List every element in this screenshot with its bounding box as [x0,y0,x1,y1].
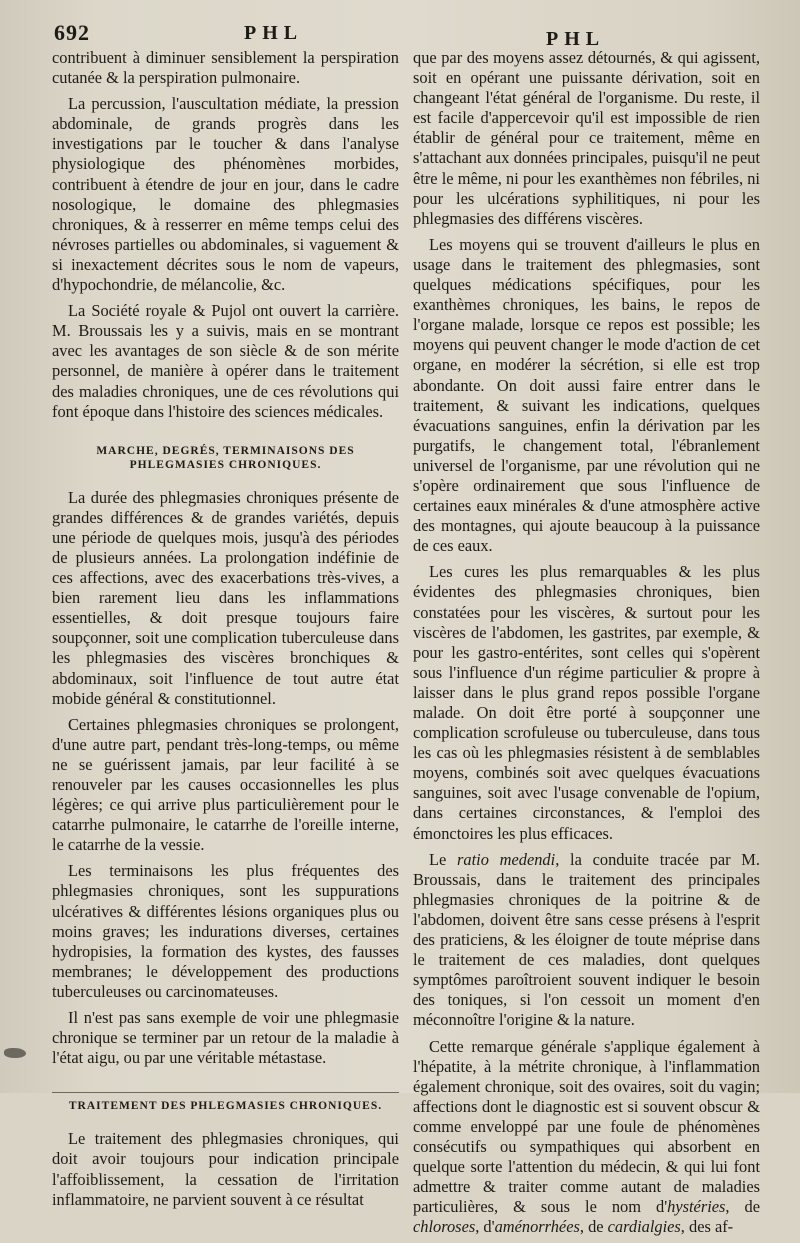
running-header [52,14,760,48]
paragraph: contribuent à diminuer sensiblement la perspiration cutanée & la perspiration pulmonaire. [52,48,399,88]
paragraph: Certaines phlegmasies chroniques se prolongent, d'une autre part, pendant très-long-temps, ou même ne se guérissent jamais, par leur facilité à se renouveler par les causes occasionnelles les plus légères; ce qui arrive plus particulièrement pour le catarrhe pulmonaire, le catarrhe de l'oreille interne, le catarrhe de la vessie. [52,714,399,855]
text-run: , d' [475,1217,495,1237]
paragraph [413,1037,760,1238]
running-title-right: PHL [546,28,606,50]
text-run: , de [725,1197,760,1217]
text-run: , des af- [680,1217,734,1237]
running-title-left: PHL [244,22,304,44]
paragraph: La durée des phlegmasies chroniques présente de grandes différences & de grandes variétés, depuis une période de quelques mois, jusqu'à des périodes de plusieurs années. La prolongation indéfinie de ces affections, avec des exacerbations très-vives, a bien rarement lieu dans les inflammations essentielles, & doit presque toujours faire soupçonner, soit une complication tuberculeuse dans les phlegmasies des viscères bronchiques & abdominaux, soit l'influence de tout autre état mobide général & constitutionnel. [52,487,399,708]
paragraph: que par des moyens assez détournés, & qui agissent, soit en opérant une puissante dérivation, soit en changeant l'état général de l'organisme. Du reste, il est facile d'appercevoir qu'il est impossible de rien établir de général pour ce traitement, même en s'attachant aux données principales, puisqu'il ne peut être le même, ni pour les exanthèmes non fébriles, ni pour les ulcérations syphilitiques, ni pour les phlegmasies des différens viscères. [413,48,760,228]
section-heading: MARCHE, DEGRÉS, TERMINAISONS DES PHLEGMASIES CHRONIQUES. [96,444,355,471]
ink-smudge [4,1048,26,1058]
italic-term: hystéries [667,1197,726,1217]
text-run: Le [429,849,458,869]
page-number: 692 [54,20,90,45]
italic-term: aménorrhées [494,1217,580,1237]
paragraph: Les cures les plus remarquables & les plus évidentes des phlegmasies chroniques, bien constatées pour les viscères, & surtout pour les viscères de l'abdomen, les gastrites, par exemple, & pour les gastro-entérites, sont celles qui s'opèrent sous l'influence d'un régime particulier & propre à laisser dans le plus grand repos possible l'organe malade. On doit être porté à soupçonner une complication scrofuleuse ou tuberculeuse, dans tous les cas où les phlegmasies résistent à de semblables moyens, combinés soit avec quelques évacuations sanguines, soit avec l'usage convenable de l'opium, dans certaines circonstances, & l'emploi des émonctoires les plus efficaces. [413,562,760,843]
paragraph: Le traitement des phlegmasies chroniques, qui doit avoir toujours pour indication principale l'affoiblissement, la cessation de l'irritation inflammatoire, ne parvient souvent à ce résultat [52,1129,399,1209]
text-run: , la conduite tracée par M. Broussais, dans le traitement des principales phlegmasies chroniques de la poitrine & de l'abdomen, doivent être sans cesse présens à l'esprit des praticiens, & les éloigner de toute méprise dans le traitement de ces maladies, dont quelques symptômes paroîtroient souvent indiquer le besoin des toniques, si l'on cessoit un moment d'en méconnoître l'origine & la nature. [413,849,760,1030]
paragraph: Les moyens qui se trouvent d'ailleurs le plus en usage dans le traitement des phlegmasies, sont quelques médications spécifiques, pour les exanthèmes chroniques, les bains, le repos de l'organe malade, lorsque ce repos est possible; les moyens qui peuvent changer le mode d'action de cet organe, en modérer la sécrétion, si elle est trop abondante. On doit aussi faire entrer dans le traitement, & suivant les indications, quelques évacuations sanguines, enfin la dérivation par les purgatifs, le changement total, l'ébranlement universel de l'organisme, par une révolution qui ne s'opère ordinairement que sous l'influence de certaines eaux minérales & d'une atmosphère active des montagnes, qui ajoute beaucoup à la puissance de ces eaux. [413,234,760,556]
italic-term: cardialgies [607,1217,681,1237]
text-columns [52,48,760,1243]
section-heading: TRAITEMENT DES PHLEGMASIES CHRONIQUES. [52,1092,399,1113]
paragraph: Il n'est pas sans exemple de voir une phlegmasie chronique se terminer par un retour de la maladie à l'état aigu, ou par une véritable métastase. [52,1008,399,1068]
paragraph: Les terminaisons les plus fréquentes des phlegmasies chroniques, sont les suppurations ulcératives & différentes lésions organiques plus ou moins graves; les indurations diverses, certaines hydropisies, la formation des kystes, des fausses membranes; le développement des productions tuberculeuses ou carcinomateuses. [52,861,399,1001]
paragraph: La percussion, l'auscultation médiate, la pression abdominale, de grands progrès dans les investigations par le toucher & dans l'analyse physiologique des phénomènes morbides, contribuent à étendre de jour en jour, dans le cadre nosologique, le domaine des phlegmasies chroniques, & à resserrer en même temps celui des névroses partielles ou abdominales, si vaguement & si inexactement décrites sous le nom de vapeurs, d'hypochondrie, de mélancolie, &c. [52,94,399,295]
left-column [52,48,399,1243]
italic-term: chloroses [413,1217,476,1237]
paragraph: La Société royale & Pujol ont ouvert la carrière. M. Broussais les y a suivis, mais en se montrant avec les avantages de son siècle & de son mérite personnel, de manière à opérer dans le traitement des maladies chroniques, une de ces révolutions qui font époque dans l'histoire des sciences médicales. [52,301,399,421]
right-column [413,48,760,1243]
text-run: , de [579,1217,608,1237]
italic-term: ratio medendi [457,849,556,869]
text-run: Cette remarque générale s'applique également à l'hépatite, à la métrite chronique, à l'inflammation également chronique, soit des ovaires, soit du vagin; affections dont le diagnostic est si souvent obscur & comme enveloppé par une foule de phénomènes consécutifs ou sympathiques qui absorbent en quelque sorte l'attention du médecin, & qui lui font admettre & traiter comme autant de maladies particulières, & sous le nom d' [413,1036,760,1217]
paragraph [413,850,760,1031]
